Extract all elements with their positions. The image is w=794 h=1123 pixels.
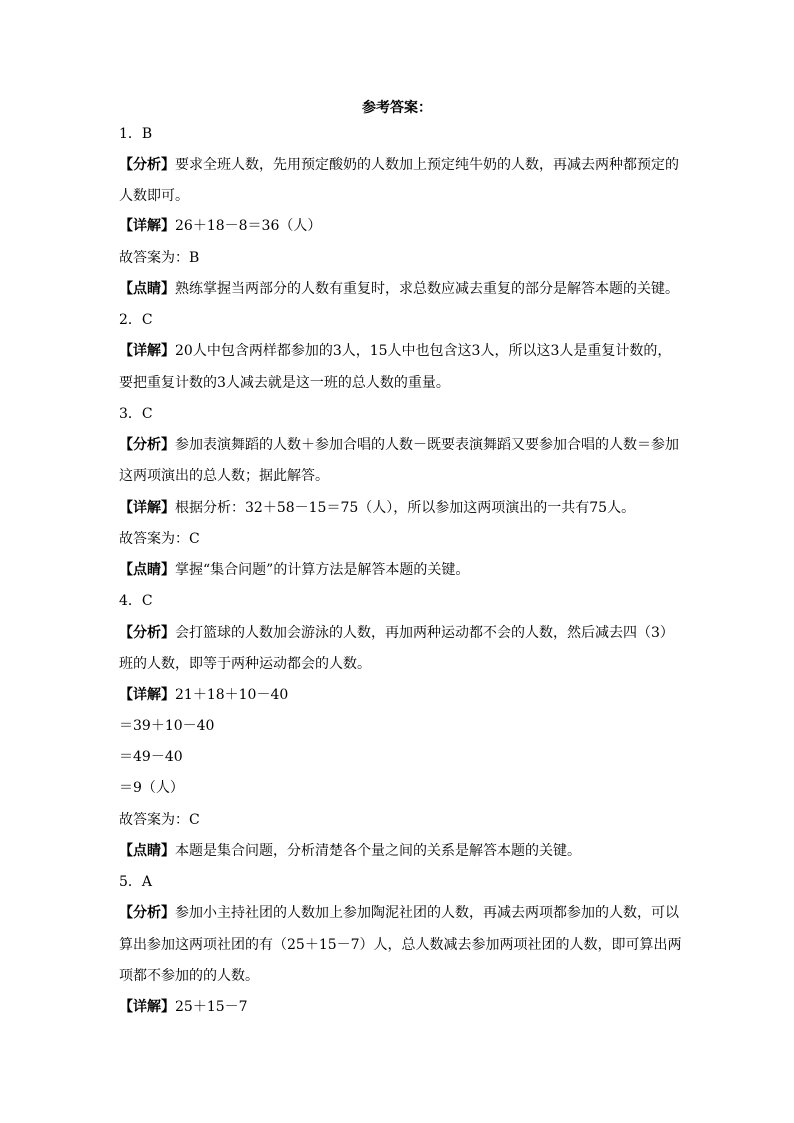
line-text: 本题是集合问题，分析清楚各个量之间的关系是解答本题的关键。 xyxy=(175,843,581,859)
line-text: 熟练掌握当两部分的人数有重复时，求总数应减去重复的部分是解答本题的关键。 xyxy=(175,281,679,297)
line-tag: 【分析】 xyxy=(119,437,175,453)
answer-line xyxy=(119,747,679,767)
answer-line xyxy=(119,560,679,580)
answer-line xyxy=(119,997,679,1017)
answer-line xyxy=(119,716,679,736)
line-text: 算出参加这两项社团的有（25＋15－7）人，总人数减去参加两项社团的人数，即可算出两 xyxy=(119,937,682,953)
line-tag: 【详解】 xyxy=(119,343,175,359)
answer-line xyxy=(119,404,679,424)
answer-line xyxy=(119,591,679,611)
answer-line xyxy=(119,341,679,361)
answer-line xyxy=(119,466,679,486)
answer-line xyxy=(119,685,679,705)
answer-line xyxy=(119,186,679,206)
line-text: 26＋18－8＝36（人） xyxy=(175,218,322,234)
line-text: 5．A xyxy=(119,874,153,890)
line-tag: 【点睛】 xyxy=(119,281,175,297)
line-tag: 【详解】 xyxy=(119,218,175,234)
line-text: 掌握“集合问题”的计算方法是解答本题的关键。 xyxy=(175,562,470,578)
line-tag: 【详解】 xyxy=(119,500,175,516)
line-text: 会打篮球的人数加会游泳的人数，再加两种运动都不会的人数，然后减去四（3） xyxy=(175,625,674,641)
line-text: 参加表演舞蹈的人数＋参加合唱的人数－既要表演舞蹈又要参加合唱的人数＝参加 xyxy=(175,437,679,453)
answer-line xyxy=(119,435,679,455)
line-text: 故答案为：B xyxy=(119,250,200,266)
line-tag: 【分析】 xyxy=(119,625,175,641)
answer-line xyxy=(119,124,679,144)
page-title: 参考答案： xyxy=(362,100,432,116)
line-text: ＝49－40 xyxy=(119,749,183,765)
answer-line xyxy=(119,935,682,955)
line-text: 1．B xyxy=(119,126,153,142)
answer-line xyxy=(119,841,679,861)
line-text: 25＋15－7 xyxy=(175,999,248,1015)
line-text: 参加小主持社团的人数加上参加陶泥社团的人数，再减去两项都参加的人数，可以 xyxy=(175,905,679,921)
answer-line xyxy=(119,310,679,330)
line-text: ＝9（人） xyxy=(119,780,184,796)
line-tag: 【分析】 xyxy=(119,905,175,921)
line-text: 要求全班人数，先用预定酸奶的人数加上预定纯牛奶的人数，再减去两种都预定的 xyxy=(175,157,679,173)
line-text: 21＋18＋10－40 xyxy=(175,687,289,703)
line-tag: 【点睛】 xyxy=(119,562,175,578)
answer-line xyxy=(119,498,679,518)
line-text: 要把重复计数的3人减去就是这一班的总人数的重量。 xyxy=(119,375,450,391)
line-text: 根据分析：32＋58－15＝75（人），所以参加这两项演出的一共有75人。 xyxy=(175,500,636,516)
line-text: 3．C xyxy=(119,406,153,422)
line-tag: 【详解】 xyxy=(119,687,175,703)
answer-line xyxy=(119,248,679,268)
line-text: ＝39＋10－40 xyxy=(119,718,215,734)
line-text: 故答案为：C xyxy=(119,531,200,547)
answer-line xyxy=(119,279,679,299)
line-tag: 【点睛】 xyxy=(119,843,175,859)
answer-line xyxy=(119,373,679,393)
answer-line xyxy=(119,872,679,892)
answer-line xyxy=(119,903,679,923)
line-text: 20人中包含两样都参加的3人，15人中也包含这3人，所以这3人是重复计数的， xyxy=(175,343,672,359)
answer-line xyxy=(119,216,679,236)
answer-line xyxy=(119,529,679,549)
line-text: 4．C xyxy=(119,593,153,609)
answer-line xyxy=(119,966,679,986)
line-text: 班的人数，即等于两种运动都会的人数。 xyxy=(119,656,371,672)
answer-line xyxy=(119,654,679,674)
line-text: 2．C xyxy=(119,312,153,328)
line-text: 项都不参加的的人数。 xyxy=(119,968,259,984)
answer-line xyxy=(119,810,679,830)
line-text: 人数即可。 xyxy=(119,188,189,204)
answer-line xyxy=(119,778,679,798)
line-text: 这两项演出的总人数；据此解答。 xyxy=(119,468,329,484)
answer-line xyxy=(119,155,679,175)
line-tag: 【分析】 xyxy=(119,157,175,173)
line-tag: 【详解】 xyxy=(119,999,175,1015)
line-text: 故答案为：C xyxy=(119,812,200,828)
answer-line xyxy=(119,623,679,643)
